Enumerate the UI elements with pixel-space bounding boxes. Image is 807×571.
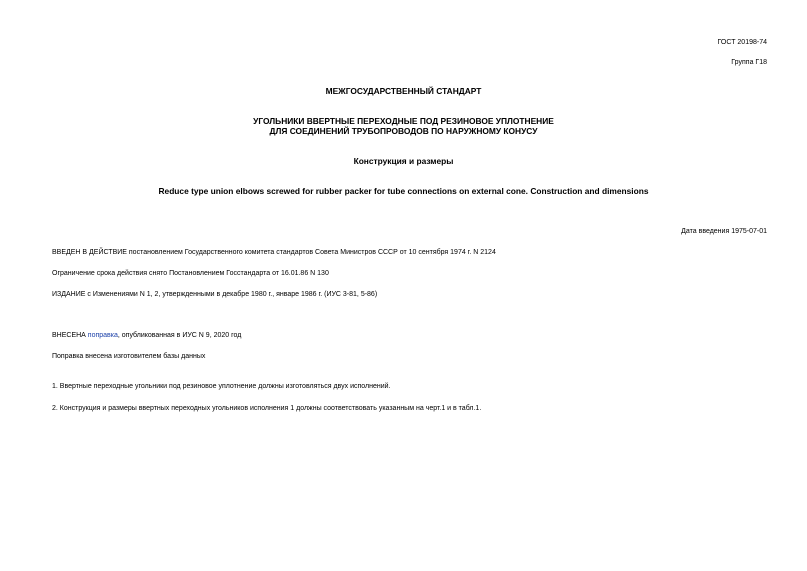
- item-1: 1. Ввертные переходные угольники под резиновое уплотнение должны изготовляться двух исполнений.: [52, 383, 391, 390]
- amendment-paragraph: [52, 331, 241, 340]
- amendment-suffix: , опубликованная в ИУС N 9, 2020 год: [117, 332, 242, 339]
- doc-title-line1: УГОЛЬНИКИ ВВЕРТНЫЕ ПЕРЕХОДНЫЕ ПОД РЕЗИНОВОЕ УПЛОТНЕНИЕ: [253, 116, 554, 126]
- amendment-prefix: ВНЕСЕНА: [52, 332, 88, 339]
- limitation-paragraph: Ограничение срока действия снято Постановлением Госстандарта от 16.01.86 N 130: [52, 270, 329, 277]
- amendment-note: Поправка внесена изготовителем базы данных: [52, 353, 206, 360]
- doc-title-line2: ДЛЯ СОЕДИНЕНИЙ ТРУБОПРОВОДОВ ПО НАРУЖНОМУ КОНУСУ: [269, 126, 538, 136]
- item-2: 2. Конструкция и размеры ввертных переходных угольников исполнения 1 должны соответствовать указанным на черт.1 и в табл.1.: [52, 405, 482, 412]
- amendment-link[interactable]: поправка: [87, 332, 118, 339]
- introduced-paragraph: ВВЕДЕН В ДЕЙСТВИЕ постановлением Государственного комитета стандартов Совета Министров СССР от 10 сентября 1974 г. N 2124: [52, 249, 496, 256]
- edition-paragraph: ИЗДАНИЕ с Изменениями N 1, 2, утвержденными в декабре 1980 г., январе 1986 г. (ИУС 3-81, 5-86): [52, 291, 378, 298]
- intro-date: Дата введения 1975-07-01: [681, 228, 767, 235]
- doc-subtitle: Конструкция и размеры: [353, 156, 454, 166]
- standard-type: МЕЖГОСУДАРСТВЕННЫЙ СТАНДАРТ: [325, 86, 482, 96]
- doc-group: Группа Г18: [731, 59, 767, 66]
- english-title: Reduce type union elbows screwed for rubber packer for tube connections on external cone. Construction and dimensions: [158, 186, 649, 196]
- doc-code: ГОСТ 20198-74: [717, 39, 767, 46]
